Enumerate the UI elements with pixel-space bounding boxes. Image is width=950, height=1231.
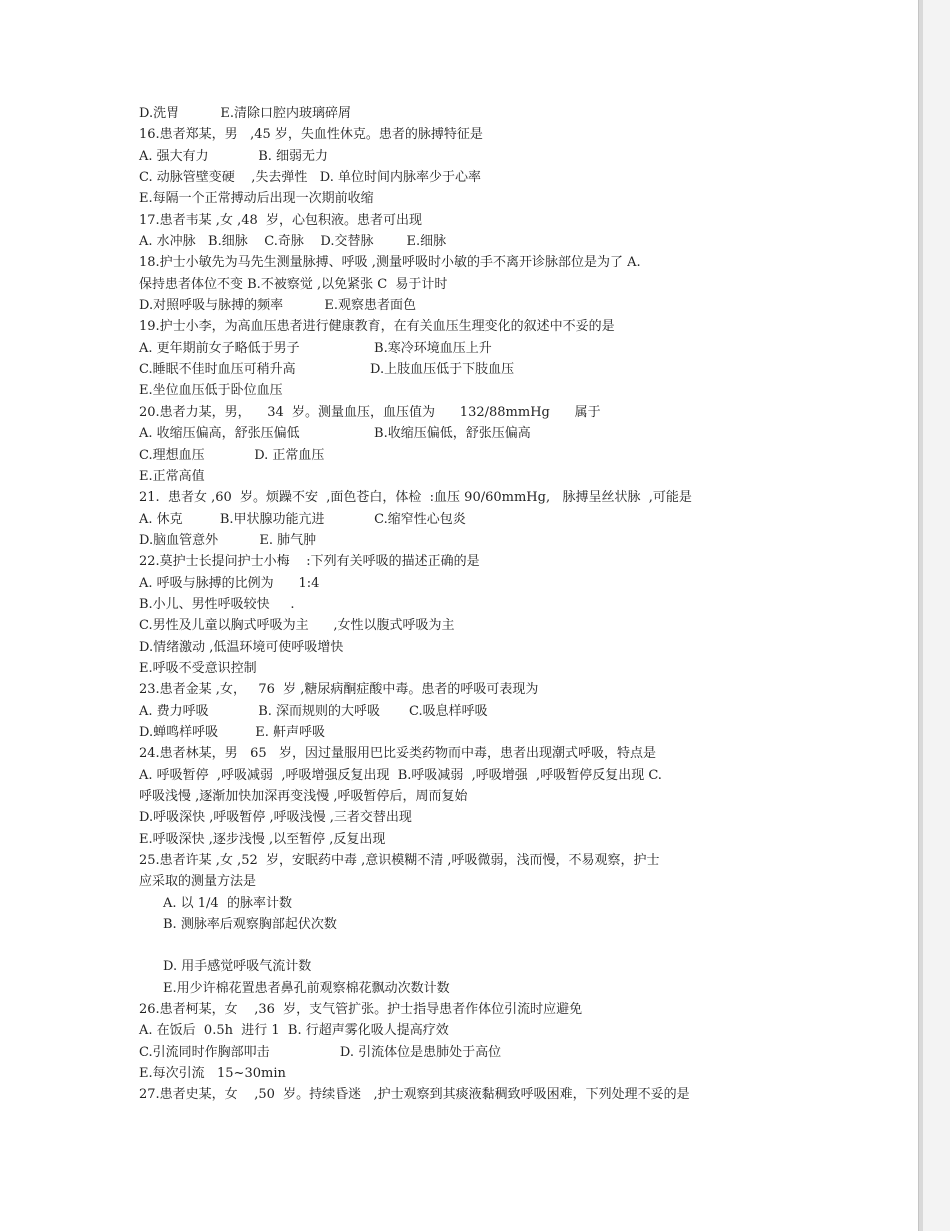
document-body: [139, 103, 779, 1106]
text-line: A. 更年期前女子略低于男子 B.寒冷环境血压上升: [139, 340, 492, 356]
text-line: A. 在饭后 0.5h 进行 1 B. 行超声雾化吸人提高疗效: [139, 1023, 449, 1039]
text-line: E.呼吸深快 ,逐步浅慢 ,以至暂停 ,反复出现: [139, 831, 386, 847]
text-line: C.男性及儿童以胸式呼吸为主 ,女性以腹式呼吸为主: [139, 618, 455, 634]
text-line: C. 动脉管壁变硬 ,失去弹性 D. 单位时间内脉率少于心率: [139, 170, 482, 186]
text-line: A. 水冲脉 B.细脉 C.奇脉 D.交替脉 E.细脉: [139, 234, 447, 250]
text-line: D.脑血管意外 E. 肺气肿: [139, 532, 317, 548]
text-line: E.呼吸不受意识控制: [139, 660, 257, 676]
text-line: C.睡眠不佳时血压可稍升高 D.上肢血压低于下肢血压: [139, 362, 515, 378]
text-line: E.每次引流 15~30min: [139, 1066, 286, 1082]
text-line: B.小儿、男性呼吸较快 .: [139, 596, 295, 612]
text-line: A. 强大有力 B. 细弱无力: [139, 148, 329, 164]
question-19-stem: 19.护士小李，为高血压患者进行健康教育，在有关血压生理变化的叙述中不妥的是: [139, 319, 615, 335]
text-line: 应采取的测量方法是: [139, 874, 257, 890]
text-line: A. 呼吸与脉搏的比例为 1:4: [139, 575, 320, 591]
question-20-stem: 20.患者力某，男， 34 岁。测量血压，血压值为 132/88mmHg 属于: [139, 404, 601, 420]
text-line: D.蝉鸣样呼吸 E. 鼾声呼吸: [139, 724, 326, 740]
text-line: D.情绪激动 ,低温环境可使呼吸增快: [139, 639, 344, 655]
text-line: B. 测脉率后观察胸部起伏次数: [163, 917, 337, 933]
text-line: E.每隔一个正常搏动后出现一次期前收缩: [139, 191, 374, 207]
text-line: A. 以 1/4 的脉率计数: [163, 895, 292, 911]
question-22-stem: 22.莫护士长提问护士小梅 :下列有关呼吸的描述正确的是: [139, 554, 480, 570]
question-21-stem: 21. 患者女 ,60 岁。烦躁不安 ,面色苍白，体检 :血压 90/60mmHg, 脉搏呈丝状脉 ,可能是: [139, 490, 692, 506]
text-line: A. 收缩压偏高，舒张压偏低 B.收缩压偏低，舒张压偏高: [139, 426, 531, 442]
text-line: 呼吸浅慢 ,逐渐加快加深再变浅慢 ,呼吸暂停后，周而复始: [139, 789, 468, 804]
text-line: C.理想血压 D. 正常血压: [139, 447, 325, 463]
text-line: D.呼吸深快 ,呼吸暂停 ,呼吸浅慢 ,三者交替出现: [139, 810, 412, 826]
text-line: A. 休克 B.甲状腺功能亢进 C.缩窄性心包炎: [139, 511, 466, 527]
question-18-stem: 18.护士小敏先为马先生测量脉搏、呼吸 ,测量呼吸时小敏的手不离开诊脉部位是为了 A.: [139, 255, 641, 271]
text-line: A. 费力呼吸 B. 深而规则的大呼吸 C.吸息样呼吸: [139, 703, 488, 719]
text-line: A. 呼吸暂停 ,呼吸减弱 ,呼吸增强反复出现 B.呼吸减弱 ,呼吸增强 ,呼吸暂停反复出现 C.: [139, 767, 662, 783]
question-24-stem: 24.患者林某，男 65 岁，因过量服用巴比妥类药物而中毒，患者出现潮式呼吸，特点是: [139, 746, 657, 762]
text-line: E.坐位血压低于卧位血压: [139, 383, 283, 399]
text-line: 保持患者体位不变 B.不被察觉 ,以免紧张 C 易于计时: [139, 276, 448, 292]
blank-gap: [139, 935, 779, 956]
text-line: E.正常高值: [139, 468, 205, 484]
text-line: C.引流同时作胸部叩击 D. 引流体位是患肺处于高位: [139, 1044, 502, 1060]
question-27-stem: 27.患者史某，女 ,50 岁。持续昏迷 ,护士观察到其痰液黏稠致呼吸困难，下列处理不妥的是: [139, 1087, 690, 1103]
question-23-stem: 23.患者金某 ,女， 76 岁 ,糖尿病酮症酸中毒。患者的呼吸可表现为: [139, 682, 539, 698]
text-line: D.对照呼吸与脉搏的频率 E.观察患者面色: [139, 298, 417, 314]
text-line: D.洗胃 E.清除口腔内玻璃碎屑: [139, 106, 352, 121]
viewer-gutter: [923, 0, 950, 1231]
question-25-stem: 25.患者许某 ,女 ,52 岁，安眠药中毒 ,意识模糊不清 ,呼吸微弱，浅而慢，不易观察，护士: [139, 853, 660, 869]
text-line: E.用少许棉花置患者鼻孔前观察棉花飘动次数计数: [163, 980, 450, 996]
question-16-stem: 16.患者郑某，男 ,45 岁，失血性休克。患者的脉搏特征是: [139, 127, 483, 143]
question-17-stem: 17.患者韦某 ,女 ,48 岁，心包积液。患者可出现: [139, 212, 423, 228]
text-line: D. 用手感觉呼吸气流计数: [163, 959, 312, 975]
question-26-stem: 26.患者柯某，女 ,36 岁，支气管扩张。护士指导患者作体位引流时应避免: [139, 1002, 583, 1018]
